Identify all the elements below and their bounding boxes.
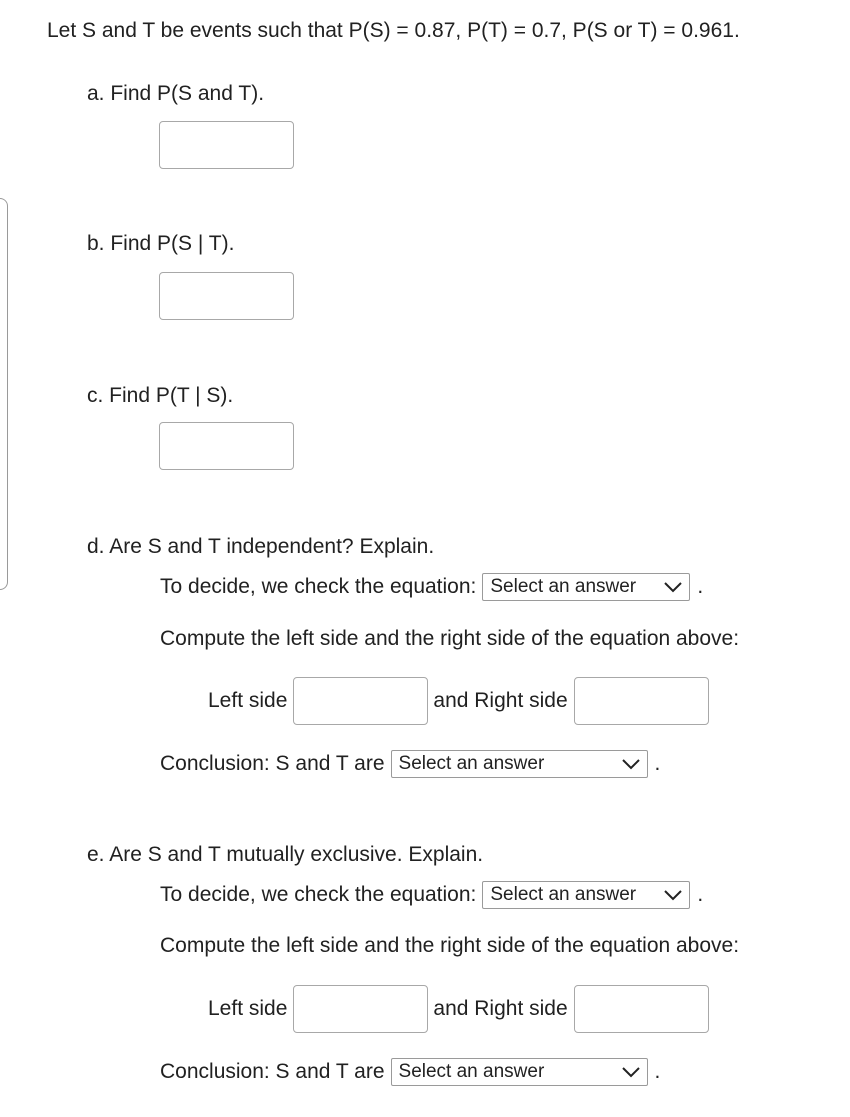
part-c-label: c. Find P(T | S).: [87, 384, 234, 407]
part-e-check-row: [160, 881, 703, 909]
part-e-left-side-label: Left side: [208, 997, 288, 1020]
part-d-conclusion-text: Conclusion: S and T are: [160, 752, 385, 775]
chevron-down-icon: [621, 1066, 641, 1078]
part-d-check-row: [160, 573, 703, 601]
part-d-equation-select-value: Select an answer: [490, 576, 637, 597]
part-d-left-side-label: Left side: [208, 689, 288, 712]
part-e-check-text: To decide, we check the equation:: [160, 883, 477, 906]
part-d-check-text: To decide, we check the equation:: [160, 575, 477, 598]
part-d-sides-row: [208, 677, 714, 725]
problem-statement: Let S and T be events such that P(S) = 0.87, P(T) = 0.7, P(S or T) = 0.961.: [47, 19, 740, 42]
part-e-conclusion-select[interactable]: [391, 1058, 648, 1086]
period: .: [654, 1060, 661, 1083]
part-e-compute-text: Compute the left side and the right side of the equation above:: [160, 934, 740, 957]
part-e-right-side-input[interactable]: [574, 985, 709, 1033]
part-e-label: e. Are S and T mutually exclusive. Explain.: [87, 843, 484, 866]
part-d-conclusion-select-value: Select an answer: [398, 753, 545, 774]
part-e-right-side-label: and Right side: [433, 997, 568, 1020]
part-e-conclusion-select-value: Select an answer: [398, 1061, 545, 1082]
side-panel-edge: [0, 198, 8, 590]
part-e-conclusion-text: Conclusion: S and T are: [160, 1060, 385, 1083]
part-b-label: b. Find P(S | T).: [87, 232, 235, 255]
part-d-right-side-label: and Right side: [433, 689, 568, 712]
part-c-answer-input[interactable]: [159, 422, 294, 470]
part-a-label: a. Find P(S and T).: [87, 82, 265, 105]
part-e-conclusion-row: [160, 1058, 660, 1086]
chevron-down-icon: [663, 889, 683, 901]
part-e-equation-select-value: Select an answer: [490, 884, 637, 905]
part-e-equation-select[interactable]: [482, 881, 690, 909]
period: .: [697, 883, 704, 906]
part-d-right-side-input[interactable]: [574, 677, 709, 725]
period: .: [697, 575, 704, 598]
part-a-answer-input[interactable]: [159, 121, 294, 169]
part-e-left-side-input[interactable]: [293, 985, 428, 1033]
chevron-down-icon: [621, 758, 641, 770]
part-d-label: d. Are S and T independent? Explain.: [87, 535, 435, 558]
part-b-answer-input[interactable]: [159, 272, 294, 320]
part-e-sides-row: [208, 985, 714, 1033]
chevron-down-icon: [663, 581, 683, 593]
part-d-equation-select[interactable]: [482, 573, 690, 601]
part-d-conclusion-row: [160, 750, 660, 778]
part-d-left-side-input[interactable]: [293, 677, 428, 725]
period: .: [654, 752, 661, 775]
part-d-conclusion-select[interactable]: [391, 750, 648, 778]
part-d-compute-text: Compute the left side and the right side of the equation above:: [160, 627, 740, 650]
